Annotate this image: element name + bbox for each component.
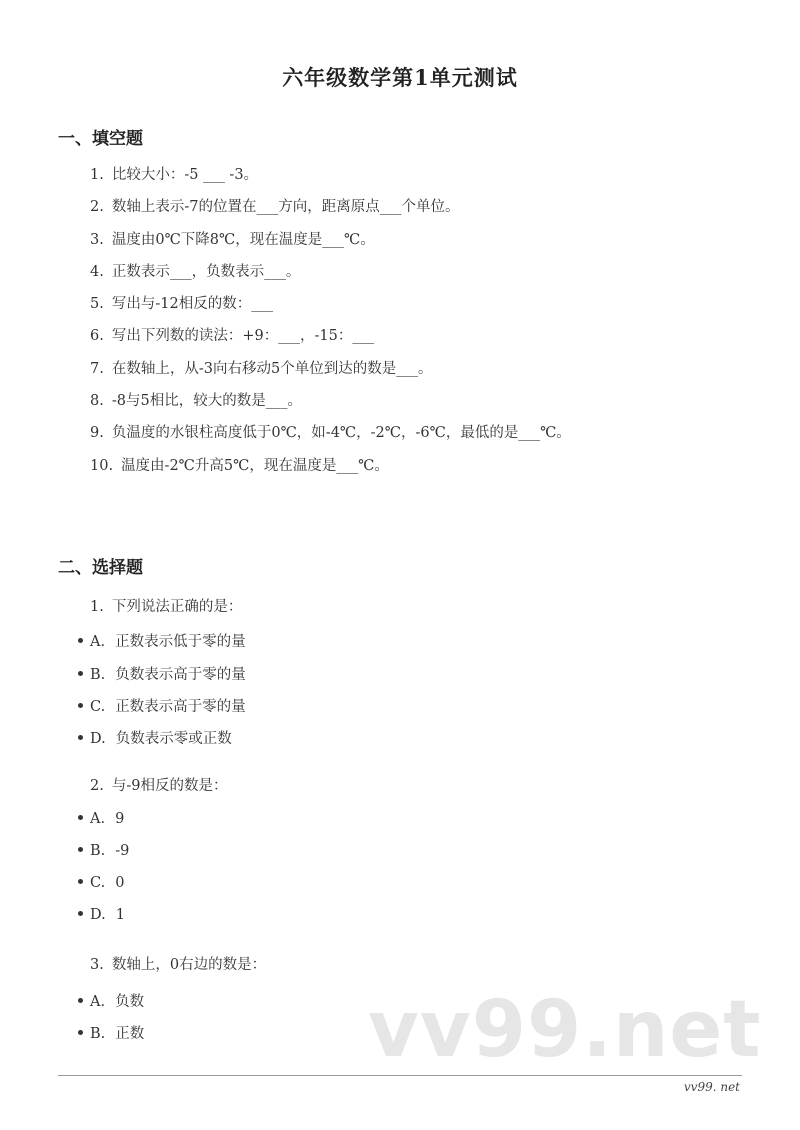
- option-text: 正数表示低于零的量: [115, 634, 246, 650]
- question-text: 温度由-2℃升高5℃，现在温度是___℃。: [121, 457, 389, 474]
- option-text: 正数表示高于零的量: [115, 699, 246, 715]
- choice-option: [78, 630, 246, 651]
- fill-blank-question: [90, 230, 571, 262]
- question-number: 8.: [90, 393, 104, 410]
- option-text: 负数: [115, 994, 145, 1010]
- question-text: 数轴上表示-7的位置在___方向，距离原点___个单位。: [111, 199, 460, 216]
- choice-option: [78, 663, 246, 684]
- question-text: 负温度的水银柱高度低于0℃，如-4℃，-2℃，-6℃，最低的是___℃。: [111, 425, 571, 442]
- question-text: 在数轴上，从-3向右移动5个单位到达的数是___。: [111, 360, 433, 377]
- choice-question: [90, 595, 242, 616]
- choice-question: [90, 953, 266, 974]
- bullet-icon: [78, 879, 83, 884]
- question-number: 2.: [90, 778, 104, 794]
- question-text: 正数表示___，负数表示___。: [111, 263, 301, 280]
- fill-blank-question: [90, 391, 571, 423]
- question-number: 2.: [90, 199, 104, 216]
- choice-option: [78, 1022, 144, 1043]
- fill-blank-question: [90, 359, 571, 391]
- choice-option: [78, 811, 124, 827]
- section-heading-fill-blank: 一、填空题: [58, 129, 143, 149]
- footer-divider: [58, 1075, 742, 1076]
- choice-option: [78, 843, 129, 859]
- choice-option: [78, 875, 124, 891]
- choice-option: [78, 727, 232, 748]
- question-number: 5.: [90, 296, 104, 313]
- fill-blank-question: [90, 456, 571, 488]
- bullet-icon: [78, 911, 83, 916]
- option-letter: B.: [90, 667, 106, 683]
- option-letter: A.: [90, 634, 106, 650]
- bullet-icon: [78, 638, 83, 643]
- watermark: vv99.net: [368, 985, 762, 1075]
- question-text: 比较大小：-5 ___ -3。: [111, 167, 259, 183]
- option-text: 0: [115, 875, 125, 891]
- option-text: 负数表示零或正数: [115, 731, 232, 747]
- option-letter: A.: [90, 994, 106, 1010]
- option-letter: B.: [90, 1026, 106, 1042]
- option-text: 负数表示高于零的量: [115, 667, 246, 683]
- question-number: 3.: [90, 231, 104, 248]
- question-number: 1.: [90, 599, 104, 615]
- fill-blank-question: [90, 165, 571, 197]
- question-text: 写出下列数的读法：+9：___，-15：___: [111, 328, 375, 345]
- bullet-icon: [78, 998, 83, 1003]
- question-text: -8与5相比，较大的数是___。: [111, 393, 302, 410]
- bullet-icon: [78, 671, 83, 676]
- question-number: 10.: [90, 457, 114, 474]
- question-text: 与-9相反的数是：: [111, 778, 228, 794]
- option-text: 1: [115, 907, 125, 923]
- option-letter: D.: [90, 907, 106, 923]
- choice-option: [78, 990, 144, 1011]
- question-text: 温度由0℃下降8℃，现在温度是___℃。: [111, 231, 375, 248]
- bullet-icon: [78, 735, 83, 740]
- question-text: 写出与-12相反的数：___: [111, 296, 273, 313]
- option-letter: A.: [90, 811, 106, 827]
- option-letter: D.: [90, 731, 106, 747]
- document-title: 六年级数学第1单元测试: [282, 65, 518, 90]
- fill-blank-question: [90, 294, 571, 326]
- bullet-icon: [78, 815, 83, 820]
- question-number: 1.: [90, 167, 104, 183]
- fill-blank-question: [90, 423, 571, 455]
- fill-blank-question-list: [90, 165, 571, 488]
- question-number: 9.: [90, 425, 104, 442]
- option-text: 正数: [115, 1026, 145, 1042]
- footer-site-label: vv99. net: [683, 1080, 740, 1094]
- question-number: 4.: [90, 263, 104, 280]
- fill-blank-question: [90, 262, 571, 294]
- choice-question: [90, 774, 227, 795]
- option-letter: B.: [90, 843, 106, 859]
- option-letter: C.: [90, 699, 106, 715]
- choice-option: [78, 695, 246, 716]
- option-text: 9: [115, 811, 125, 827]
- bullet-icon: [78, 703, 83, 708]
- question-text: 下列说法正确的是：: [111, 599, 243, 615]
- option-text: -9: [115, 843, 130, 859]
- section-heading-multiple-choice: 二、选择题: [58, 558, 143, 578]
- fill-blank-question: [90, 197, 571, 229]
- question-number: 7.: [90, 360, 104, 377]
- fill-blank-question: [90, 326, 571, 358]
- question-number: 3.: [90, 957, 104, 973]
- option-letter: C.: [90, 875, 106, 891]
- bullet-icon: [78, 847, 83, 852]
- question-number: 6.: [90, 328, 104, 345]
- choice-option: [78, 907, 125, 923]
- question-text: 数轴上，0右边的数是：: [111, 957, 267, 973]
- bullet-icon: [78, 1030, 83, 1035]
